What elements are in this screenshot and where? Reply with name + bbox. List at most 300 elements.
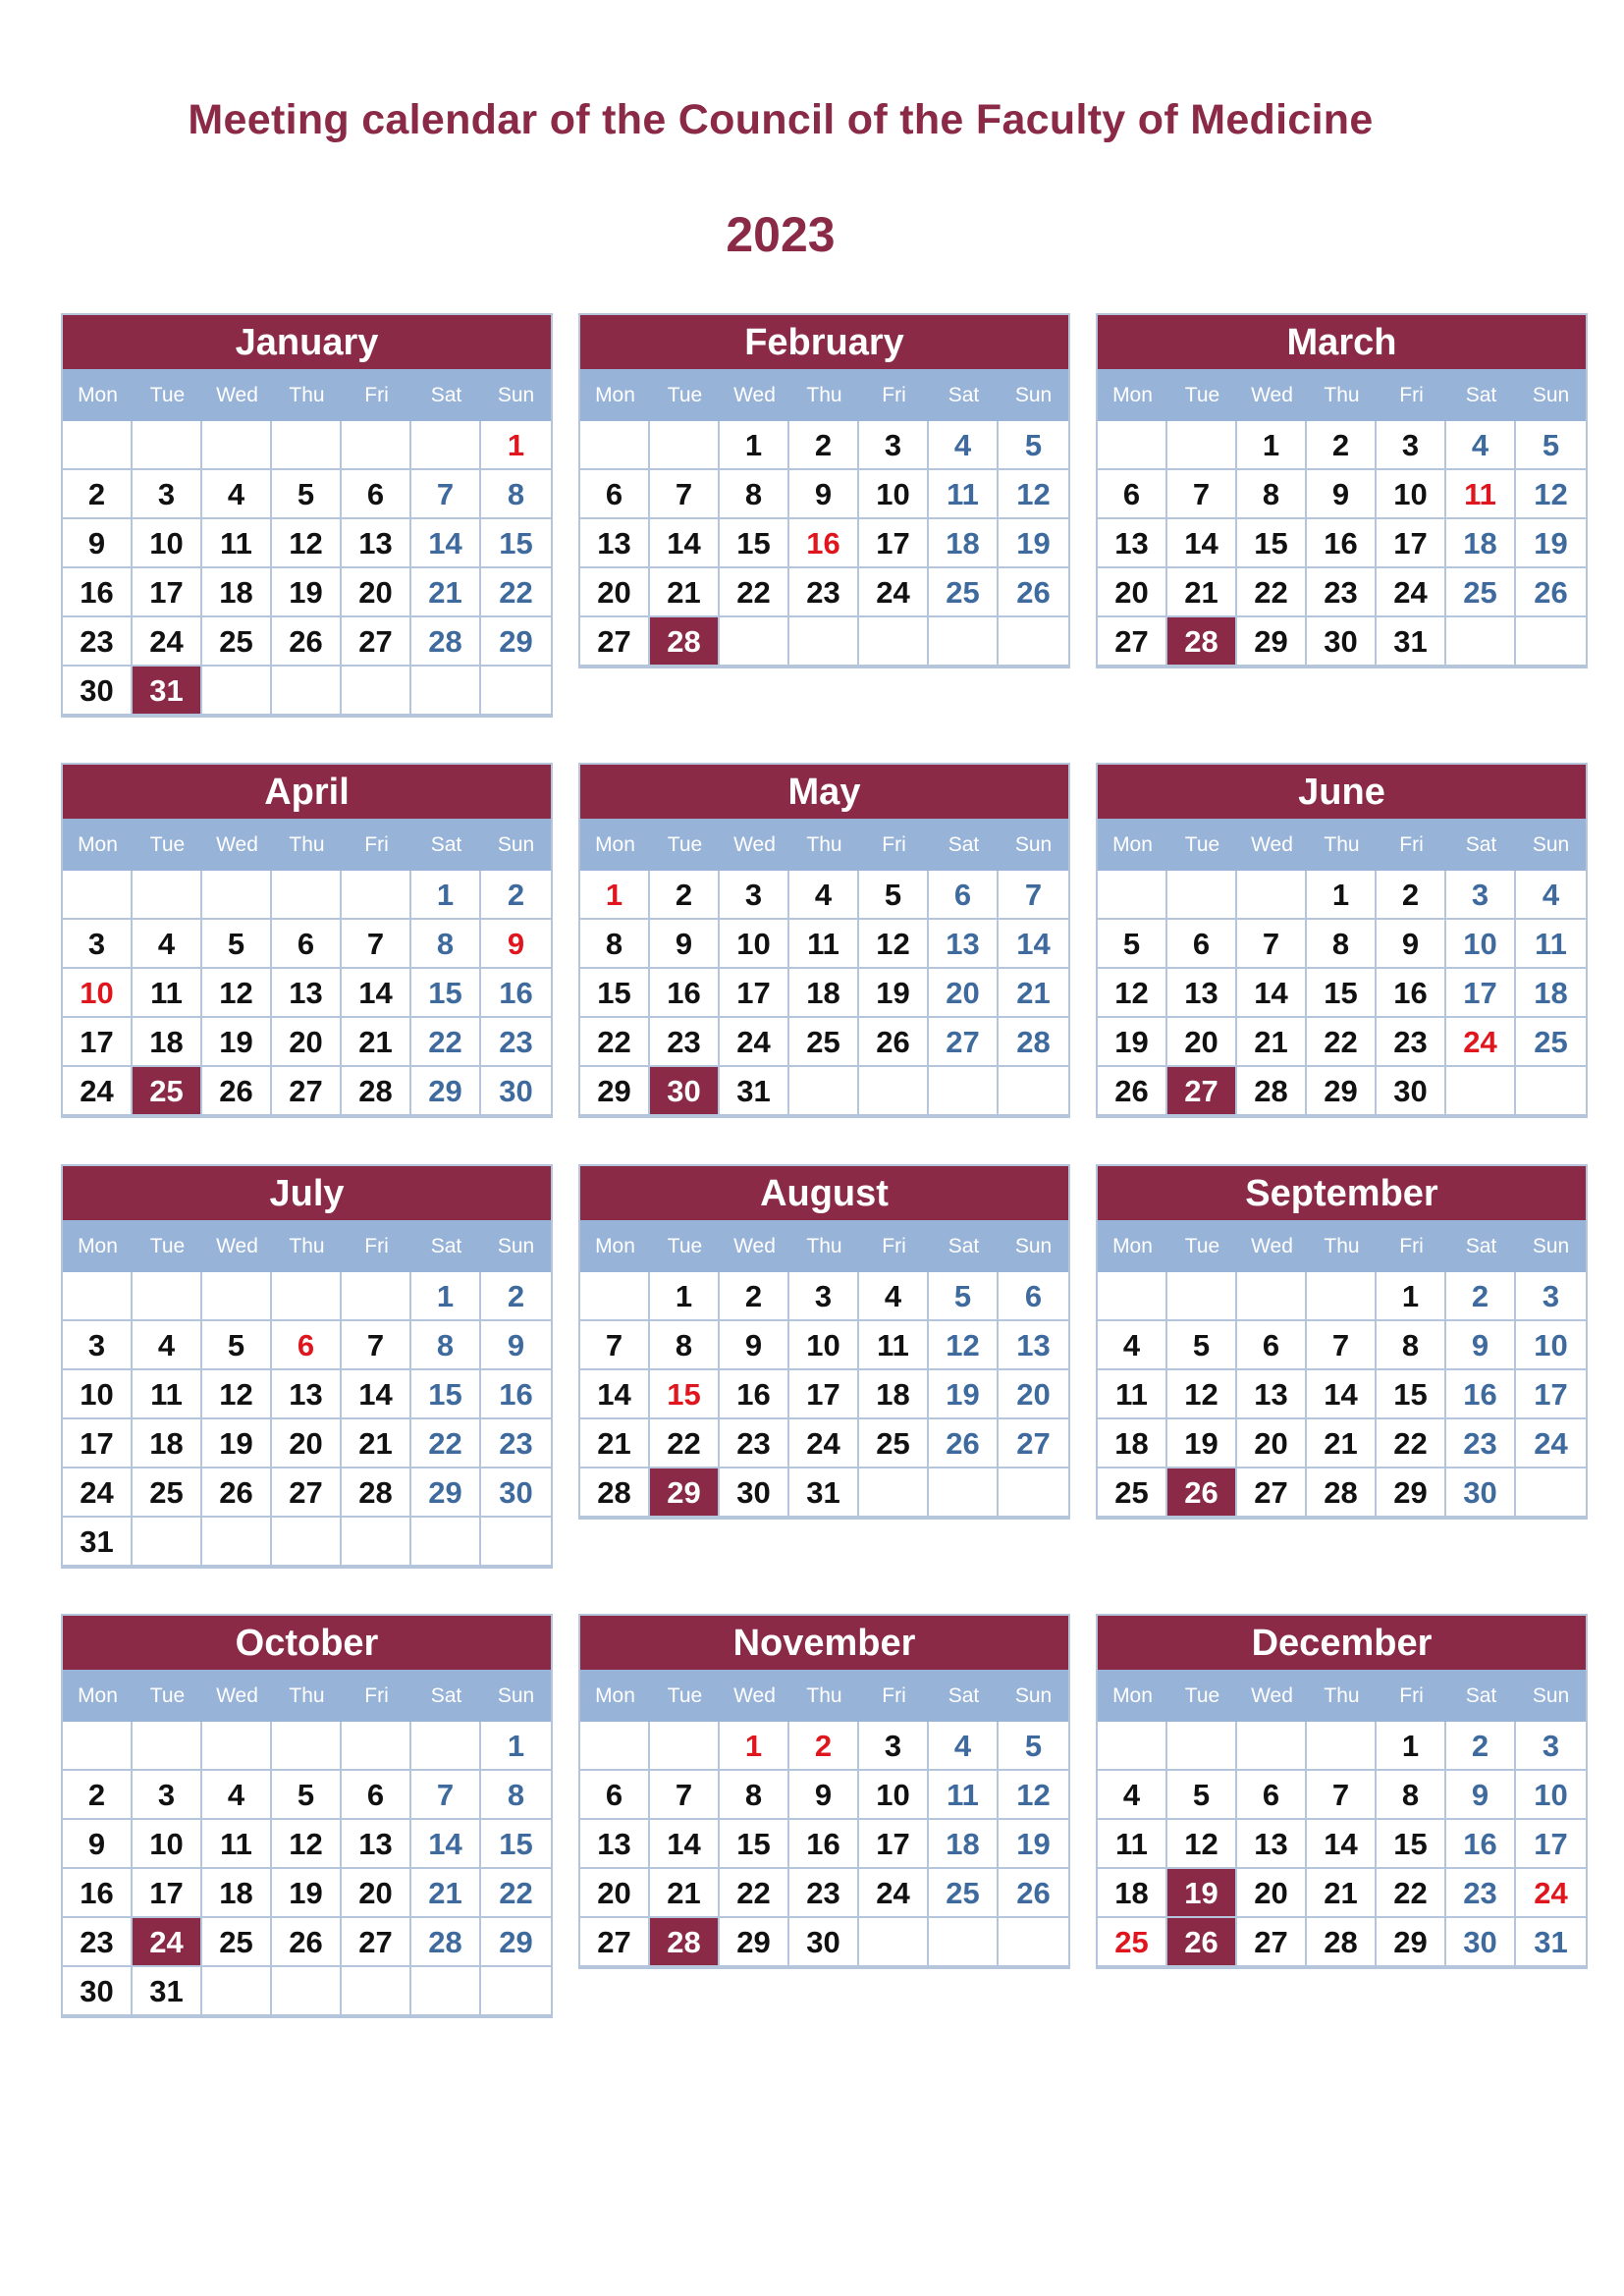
day-cell: 12	[1098, 969, 1167, 1018]
day-cell: 25	[929, 568, 999, 617]
day-cell: 23	[1446, 1869, 1516, 1918]
day-cell: 30	[481, 1468, 551, 1518]
day-cell: 18	[859, 1370, 929, 1419]
month-september	[1096, 1164, 1588, 1520]
day-cell: 14	[342, 1370, 411, 1419]
weekday-label: Wed	[733, 384, 776, 406]
day-cell: 13	[1237, 1370, 1307, 1419]
day-cell: 31	[63, 1518, 133, 1567]
day-cell: 8	[1237, 470, 1307, 519]
weekday-label: Mon	[595, 1684, 635, 1707]
day-cell: 17	[1446, 969, 1516, 1018]
day-cell: 23	[481, 1018, 551, 1067]
day-cell: 12	[859, 920, 929, 969]
day-cell: 17	[1377, 519, 1446, 568]
day-cell: 29	[481, 617, 551, 667]
day-cell: 5	[1167, 1321, 1237, 1370]
day-cell: 12	[999, 1771, 1068, 1820]
empty-cell	[63, 1722, 133, 1771]
day-cell: 4	[859, 1272, 929, 1321]
day-cell: 3	[133, 1771, 202, 1820]
day-cell: 7	[1237, 920, 1307, 969]
empty-cell	[999, 1918, 1068, 1967]
empty-cell	[720, 617, 789, 667]
empty-cell	[1237, 871, 1307, 920]
day-cell: 11	[789, 920, 859, 969]
day-cell: 30	[720, 1468, 789, 1518]
empty-cell	[650, 421, 720, 470]
day-cell: 29	[580, 1067, 650, 1116]
month-name: November	[580, 1616, 1068, 1670]
day-cell: 20	[929, 969, 999, 1018]
empty-cell	[202, 871, 272, 920]
day-cell: 15	[1377, 1820, 1446, 1869]
empty-cell	[342, 667, 411, 716]
month-july	[61, 1164, 553, 1569]
day-cell: 13	[342, 519, 411, 568]
day-cell: 19	[1516, 519, 1586, 568]
day-cell: 21	[342, 1419, 411, 1468]
empty-cell	[1167, 871, 1237, 920]
day-cell: 14	[342, 969, 411, 1018]
empty-cell	[580, 1272, 650, 1321]
day-cell: 29	[1237, 617, 1307, 667]
empty-cell	[63, 871, 133, 920]
day-cell: 7	[1167, 470, 1237, 519]
day-cell: 23	[1307, 568, 1377, 617]
weekday-label: Thu	[1324, 1235, 1360, 1257]
weekday-label: Sun	[1532, 384, 1570, 406]
day-cell: 11	[929, 1771, 999, 1820]
weekday-label: Wed	[733, 833, 776, 856]
weekday-label: Sat	[430, 1684, 462, 1707]
day-cell: 30	[1377, 1067, 1446, 1116]
day-cell: 12	[1516, 470, 1586, 519]
day-cell: 14	[1307, 1820, 1377, 1869]
day-cell: 15	[481, 1820, 551, 1869]
day-cell: 1	[1377, 1722, 1446, 1771]
day-cell: 14	[650, 519, 720, 568]
day-cell: 14	[580, 1370, 650, 1419]
day-cell: 14	[411, 519, 481, 568]
weekday-label: Wed	[733, 1684, 776, 1707]
day-cell: 26	[999, 1869, 1068, 1918]
empty-cell	[999, 1468, 1068, 1518]
day-cell: 8	[1377, 1771, 1446, 1820]
day-cell: 18	[929, 519, 999, 568]
day-cell: 15	[1307, 969, 1377, 1018]
empty-cell	[789, 1067, 859, 1116]
day-cell: 1	[481, 1722, 551, 1771]
day-cell: 6	[272, 920, 342, 969]
day-cell: 29	[1307, 1067, 1377, 1116]
day-cell: 16	[63, 568, 133, 617]
empty-cell	[999, 1067, 1068, 1116]
empty-cell	[1098, 871, 1167, 920]
day-cell: 6	[272, 1321, 342, 1370]
weekday-label: Tue	[1184, 1684, 1220, 1707]
day-cell: 9	[1377, 920, 1446, 969]
day-cell: 21	[342, 1018, 411, 1067]
day-cell: 7	[1307, 1771, 1377, 1820]
day-cell: 8	[1377, 1321, 1446, 1370]
day-cell: 30	[1446, 1468, 1516, 1518]
weekday-label: Tue	[1184, 833, 1220, 856]
day-cell: 19	[1098, 1018, 1167, 1067]
day-cell: 11	[133, 1370, 202, 1419]
day-cell: 27	[580, 617, 650, 667]
empty-cell	[1237, 1272, 1307, 1321]
empty-cell	[272, 1518, 342, 1567]
weekday-label: Tue	[1184, 384, 1220, 406]
day-cell: 12	[1167, 1820, 1237, 1869]
month-august	[578, 1164, 1070, 1520]
day-cell: 30	[481, 1067, 551, 1116]
empty-cell	[1167, 421, 1237, 470]
empty-cell	[1167, 1722, 1237, 1771]
day-cell: 7	[650, 470, 720, 519]
day-cell: 19	[859, 969, 929, 1018]
weekday-label: Tue	[667, 833, 703, 856]
day-cell: 7	[999, 871, 1068, 920]
day-cell: 15	[1237, 519, 1307, 568]
day-grid	[1098, 421, 1586, 667]
month-name: August	[580, 1166, 1068, 1220]
day-cell: 19	[999, 519, 1068, 568]
weekday-label: Sat	[430, 384, 462, 406]
day-cell: 22	[1377, 1869, 1446, 1918]
day-cell: 24	[720, 1018, 789, 1067]
weekday-header	[580, 1220, 1068, 1272]
month-name: April	[63, 765, 551, 819]
month-december	[1096, 1614, 1588, 1969]
weekday-label: Mon	[1112, 833, 1153, 856]
weekday-label: Sat	[430, 833, 462, 856]
day-cell: 17	[1516, 1820, 1586, 1869]
day-cell: 4	[202, 1771, 272, 1820]
day-cell: 22	[411, 1018, 481, 1067]
day-cell: 24	[63, 1468, 133, 1518]
day-cell: 3	[859, 421, 929, 470]
day-cell: 8	[481, 470, 551, 519]
month-march	[1096, 313, 1588, 668]
day-cell: 8	[1307, 920, 1377, 969]
day-cell: 25	[202, 1918, 272, 1967]
day-cell: 20	[1167, 1018, 1237, 1067]
day-cell: 30	[63, 1967, 133, 2016]
month-november	[578, 1614, 1070, 1969]
day-cell: 20	[272, 1018, 342, 1067]
day-cell: 27	[580, 1918, 650, 1967]
month-name: June	[1098, 765, 1586, 819]
day-cell: 28	[999, 1018, 1068, 1067]
weekday-label: Sun	[1014, 1684, 1053, 1707]
weekday-label: Mon	[78, 1684, 118, 1707]
empty-cell	[342, 1967, 411, 2016]
month-name: July	[63, 1166, 551, 1220]
day-cell: 26	[859, 1018, 929, 1067]
day-cell: 30	[789, 1918, 859, 1967]
day-cell: 29	[411, 1468, 481, 1518]
empty-cell	[1098, 1272, 1167, 1321]
day-cell: 29	[1377, 1468, 1446, 1518]
day-cell: 9	[1307, 470, 1377, 519]
weekday-label: Wed	[216, 833, 258, 856]
day-cell: 8	[650, 1321, 720, 1370]
empty-cell	[929, 1918, 999, 1967]
month-name: January	[63, 315, 551, 369]
weekday-label: Wed	[1251, 384, 1293, 406]
day-cell: 16	[650, 969, 720, 1018]
empty-cell	[342, 1722, 411, 1771]
day-cell: 11	[133, 969, 202, 1018]
empty-cell	[202, 1722, 272, 1771]
empty-cell	[1167, 1272, 1237, 1321]
day-cell: 9	[1446, 1771, 1516, 1820]
weekday-label: Fri	[882, 833, 906, 856]
day-cell: 16	[789, 1820, 859, 1869]
day-cell: 11	[202, 519, 272, 568]
day-cell: 6	[342, 1771, 411, 1820]
day-cell: 6	[1098, 470, 1167, 519]
day-cell: 15	[720, 1820, 789, 1869]
empty-cell	[481, 1967, 551, 2016]
day-cell: 5	[202, 920, 272, 969]
day-cell: 3	[859, 1722, 929, 1771]
day-cell: 17	[133, 568, 202, 617]
day-cell: 9	[650, 920, 720, 969]
day-cell: 24	[859, 568, 929, 617]
day-cell: 22	[1307, 1018, 1377, 1067]
day-cell: 23	[789, 568, 859, 617]
day-cell: 7	[342, 1321, 411, 1370]
weekday-label: Fri	[882, 384, 906, 406]
weekday-label: Fri	[364, 1235, 389, 1257]
day-cell: 25	[133, 1468, 202, 1518]
weekday-header	[63, 1670, 551, 1722]
day-cell: 3	[1446, 871, 1516, 920]
day-cell: 11	[1098, 1820, 1167, 1869]
weekday-label: Mon	[1112, 384, 1153, 406]
day-cell: 10	[1516, 1771, 1586, 1820]
weekday-label: Thu	[1324, 833, 1360, 856]
empty-cell	[1098, 1722, 1167, 1771]
day-cell: 1	[1307, 871, 1377, 920]
empty-cell	[580, 1722, 650, 1771]
day-cell: 10	[859, 470, 929, 519]
day-cell: 24	[789, 1419, 859, 1468]
day-cell: 17	[1516, 1370, 1586, 1419]
weekday-label: Sat	[430, 1235, 462, 1257]
empty-cell	[342, 871, 411, 920]
day-cell: 20	[580, 568, 650, 617]
weekday-label: Thu	[1324, 1684, 1360, 1707]
day-cell: 5	[1516, 421, 1586, 470]
day-cell: 23	[789, 1869, 859, 1918]
month-february	[578, 313, 1070, 668]
empty-cell	[133, 1722, 202, 1771]
weekday-label: Tue	[667, 1235, 703, 1257]
weekday-label: Thu	[289, 1684, 325, 1707]
day-cell: 10	[133, 1820, 202, 1869]
day-cell: 26	[929, 1419, 999, 1468]
weekday-label: Sat	[1465, 1684, 1497, 1707]
day-cell: 5	[859, 871, 929, 920]
day-cell: 25	[1098, 1918, 1167, 1967]
weekday-label: Tue	[149, 384, 186, 406]
day-cell: 17	[63, 1018, 133, 1067]
empty-cell	[411, 1967, 481, 2016]
day-cell: 12	[202, 1370, 272, 1419]
weekday-header	[63, 369, 551, 421]
day-cell: 7	[342, 920, 411, 969]
day-cell: 10	[63, 969, 133, 1018]
weekday-label: Fri	[1399, 384, 1424, 406]
weekday-label: Thu	[289, 1235, 325, 1257]
weekday-header	[1098, 819, 1586, 871]
day-cell: 24	[63, 1067, 133, 1116]
meeting-day-cell: 26	[1167, 1468, 1237, 1518]
day-cell: 14	[650, 1820, 720, 1869]
day-cell: 1	[411, 1272, 481, 1321]
empty-cell	[789, 617, 859, 667]
weekday-label: Fri	[364, 384, 389, 406]
day-cell: 31	[789, 1468, 859, 1518]
empty-cell	[859, 1918, 929, 1967]
day-cell: 30	[63, 667, 133, 716]
day-cell: 21	[650, 568, 720, 617]
day-cell: 8	[411, 920, 481, 969]
month-name: December	[1098, 1616, 1586, 1670]
day-cell: 29	[1377, 1918, 1446, 1967]
day-cell: 31	[720, 1067, 789, 1116]
day-cell: 10	[1446, 920, 1516, 969]
day-cell: 12	[929, 1321, 999, 1370]
day-cell: 16	[481, 1370, 551, 1419]
empty-cell	[1446, 617, 1516, 667]
empty-cell	[272, 421, 342, 470]
weekday-label: Wed	[216, 1235, 258, 1257]
day-cell: 26	[202, 1468, 272, 1518]
weekday-label: Wed	[1251, 833, 1293, 856]
day-cell: 20	[342, 1869, 411, 1918]
day-grid	[63, 871, 551, 1116]
empty-cell	[272, 1272, 342, 1321]
day-cell: 4	[929, 421, 999, 470]
day-cell: 20	[999, 1370, 1068, 1419]
empty-cell	[1237, 1722, 1307, 1771]
empty-cell	[272, 667, 342, 716]
day-cell: 29	[481, 1918, 551, 1967]
day-cell: 5	[272, 1771, 342, 1820]
day-cell: 28	[580, 1468, 650, 1518]
weekday-header	[63, 1220, 551, 1272]
day-cell: 2	[720, 1272, 789, 1321]
day-cell: 31	[133, 1967, 202, 2016]
day-cell: 28	[1307, 1468, 1377, 1518]
day-cell: 28	[411, 1918, 481, 1967]
weekday-label: Thu	[806, 1684, 842, 1707]
day-cell: 4	[202, 470, 272, 519]
day-grid	[63, 1272, 551, 1567]
weekday-label: Sat	[947, 1235, 980, 1257]
day-cell: 22	[580, 1018, 650, 1067]
day-cell: 16	[1446, 1370, 1516, 1419]
day-cell: 12	[202, 969, 272, 1018]
weekday-label: Sun	[1532, 833, 1570, 856]
weekday-label: Tue	[149, 1235, 186, 1257]
day-cell: 9	[789, 1771, 859, 1820]
weekday-label: Fri	[1399, 1684, 1424, 1707]
day-cell: 13	[342, 1820, 411, 1869]
day-cell: 26	[272, 1918, 342, 1967]
day-cell: 11	[1098, 1370, 1167, 1419]
day-cell: 21	[411, 1869, 481, 1918]
weekday-label: Fri	[882, 1235, 906, 1257]
meeting-day-cell: 29	[650, 1468, 720, 1518]
day-cell: 26	[1098, 1067, 1167, 1116]
day-cell: 5	[202, 1321, 272, 1370]
weekday-label: Sun	[1014, 833, 1053, 856]
weekday-label: Sun	[497, 384, 535, 406]
day-cell: 24	[1446, 1018, 1516, 1067]
weekday-label: Thu	[806, 833, 842, 856]
day-cell: 1	[650, 1272, 720, 1321]
day-cell: 13	[1098, 519, 1167, 568]
day-cell: 5	[929, 1272, 999, 1321]
empty-cell	[859, 617, 929, 667]
weekday-label: Sat	[947, 1684, 980, 1707]
weekday-label: Fri	[364, 1684, 389, 1707]
day-cell: 18	[133, 1419, 202, 1468]
empty-cell	[929, 1067, 999, 1116]
meeting-day-cell: 28	[650, 617, 720, 667]
day-cell: 13	[272, 1370, 342, 1419]
empty-cell	[1307, 1272, 1377, 1321]
meeting-day-cell: 19	[1167, 1869, 1237, 1918]
empty-cell	[133, 1272, 202, 1321]
empty-cell	[133, 1518, 202, 1567]
day-cell: 23	[1446, 1419, 1516, 1468]
weekday-label: Sat	[947, 833, 980, 856]
day-cell: 26	[272, 617, 342, 667]
day-cell: 16	[1377, 969, 1446, 1018]
day-cell: 2	[1446, 1722, 1516, 1771]
day-cell: 29	[720, 1918, 789, 1967]
day-cell: 11	[1516, 920, 1586, 969]
month-name: February	[580, 315, 1068, 369]
day-cell: 9	[63, 519, 133, 568]
weekday-label: Sat	[1465, 1235, 1497, 1257]
day-cell: 18	[1516, 969, 1586, 1018]
empty-cell	[411, 1722, 481, 1771]
meeting-day-cell: 31	[133, 667, 202, 716]
empty-cell	[650, 1722, 720, 1771]
day-cell: 13	[580, 519, 650, 568]
day-cell: 3	[1516, 1722, 1586, 1771]
day-cell: 21	[580, 1419, 650, 1468]
day-cell: 15	[720, 519, 789, 568]
weekday-label: Wed	[1251, 1684, 1293, 1707]
day-cell: 14	[1167, 519, 1237, 568]
day-cell: 27	[1237, 1918, 1307, 1967]
day-cell: 4	[1098, 1771, 1167, 1820]
day-cell: 3	[63, 920, 133, 969]
day-cell: 8	[481, 1771, 551, 1820]
day-cell: 31	[1377, 617, 1446, 667]
day-cell: 28	[342, 1468, 411, 1518]
empty-cell	[481, 667, 551, 716]
